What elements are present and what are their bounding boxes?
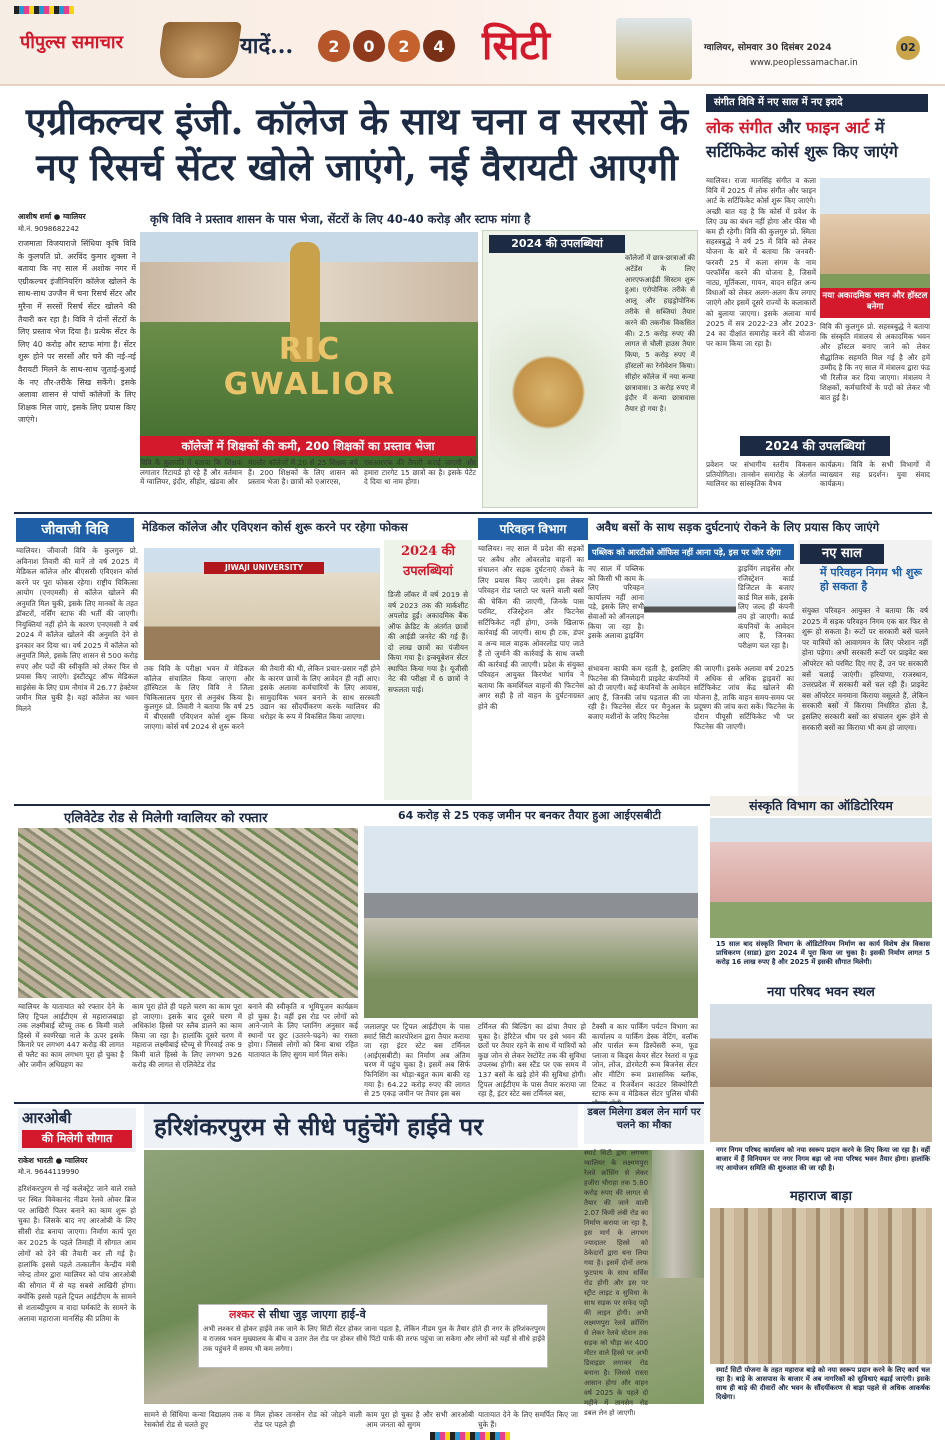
sangeet-achievements-left: प्रवेशन पर संभागीय स्तरीय विकसन प्रतियोगिता। तानसेन समारोह के अंतर्गत ग्वालियर का सांस्कृतिक वैभव [706, 460, 816, 489]
parivahan-col1: ग्वालियर। नए साल में प्रदेश की सड़कों पर अवैध और ओवरलोड वाहनों का संचालन और सड़क दुर्घटनाएं रोकने के लिए प्रयास किए जाएंगे। इस लेकर परिवहन रोड प्लाटो पर चलने वाली बसों की चेकिंग की जाएगी, जिनके पास परमिट, रजिस्ट्रेशन और फिटनेस सर्टिफिकेट नहीं होगा, उनके खिलाफ कार्रवाई की जाएगी। साथ ही टक, डंपर व अन्य माल वाहक ओवरलोड पाए जाते हैं तो जुर्माने की कार्रवाई के साथ जब्ती की कार्रवाई की जाएगी। प्रदेश के संयुक्त परिवहन आयुक्त किरणेश भार्गव ने बताया कि कमर्शियल वाहनों की फिटनेस अगर सही है तो वाहन के दुर्घटनाग्रस्त होने की [478, 544, 584, 711]
naya-saal-body: संयुक्त परिवहन आयुक्त ने बताया कि वर्ष 2025 में सड़क परिवहन निगम एक बार फिर से शुरू हो सकता है। रूटों पर सरकारी बसें चलने पर यात्रियों को आवागमन के लिए परेशान नहीं होना पड़ेगा। अभी सरकारी रूटों पर प्राइवेट बस ऑपरेटर को परमिट दिए गए हैं, उन पर सरकारी बसें चलाई जाएंगी। हरियाणा, राजस्थान, उत्तरप्रदेश में सरकारी बसें चल रही हैं। प्राइवेट बस ऑपरेटर मनमाना किराया वसूलते हैं, लेकिन सरकारी बसों में किराया निर्धारित होता है, इसलिए सरकारी बसों का संचालन शुरू होने से सरकारी बसों का किराया भी कम हो जाएगा। [802, 606, 928, 732]
parivahan-col3b: की जाएगी। इसके अलावा वर्ष 2025 में अधिक से अधिक ड्राइवरों का सर्टिफिकेट जांच केंद्र खोलने की योजना है, ताकि वाहन समय-समय पर प्रदूषण की जांच करा सकें। फिटनेस के दौरान पीयूसी सर्टिफिकेट भी पर फिटनेस की जाएगी। [694, 664, 794, 731]
sangeet-body-2: विवि की कुलगुरु प्रो. सहस्त्रबुद्धे ने बताया कि संस्कृति मंत्रालय से अकादमिक भवन और हॉस्टल बनाए जाने को लेकर सैद्धांतिक सहमति मिल गई है और हमें उम्मीद है कि नए साल में मंत्रालय द्वारा फंड भी रिलीज कर दिया जाएगा। मंत्रालय ने शिक्षकों, कर्मचारियों के पदों को लेकर भी बात हुई है। [820, 322, 930, 403]
lane-headline: डबल मिलेगा डबल लेन मार्ग पर चलने का मौका [584, 1104, 704, 1144]
headline-and: और [777, 118, 801, 137]
bus-photo [644, 566, 736, 628]
year-ball: 2 [318, 30, 350, 62]
headline-red-1: लोक संगीत [706, 118, 772, 137]
sangeet-photo-caption: नया अकादमिक भवन और हॉस्टल बनेगा [820, 288, 930, 318]
parivahan-label: परिवहन विभाग [478, 518, 588, 540]
rob-col-b: मिल होकर तानसेन रोड को जोड़ने वाली रोड पर पहले ही [254, 1410, 362, 1429]
jiwaji-achievements-title: 2024 की उपलब्धियां [400, 544, 456, 579]
year-ball: 2 [388, 30, 420, 62]
section-title: सिटी [482, 22, 550, 69]
headline-rest: में सर्टिफिकेट कोर्स शुरू किए जाएंगे [706, 118, 898, 161]
parishad-headline: नया परिषद भवन स्थल [767, 985, 875, 1000]
isbt-col1: जलालपुर पर ट्रिपल आईटीएम के पास स्मार्ट सिटी कारपोरेशन द्वारा तैयार कराया जा रहा इंटर स्टेट बस टर्मिनल (आईएसबीटी) का निर्माण अब अंतिम चरण में पहुंच चुका है। इसमें अब सिर्फ फिनिशिंग का थोड़ा-बहुत काम बाकी रह गया है। 64.22 करोड़ रुपए की लागत से 25 एकड़ जमीन पर तैयार इस बस [364, 1022, 470, 1099]
isbt-col2: टर्मिनल की बिल्डिंग का ढांचा तैयार हो चुका है। हेरिटेज थीम पर इसे भवन की छतों पर तैयार रहने के साथ में यात्रियों को कुछ जोन से लेकर रेस्टोरेंट तक की सुविधा उपलब्ध होगी। बस स्टैंड पर एक समय में 137 बसों के खड़े होने की सुविधा होगी। ट्रिपल आईटीएम के पास तैयार कराया जा रहा है, इंटर स्टेट बस टर्मिनल बस, [478, 1022, 586, 1099]
rob-col-a: सामने से सिंधिया कन्या विद्यालय तक व रेसकोर्स रोड से चलते हुए [144, 1410, 250, 1429]
rob-subbody: अभी लश्कर से होकर हाईवे तक जाने के लिए सिटी सेंटर होकर जाना पड़ता है, लेकिन नीडम पुल के तैयार होते ही नगर के हरिशंकरपुरम व राजस्व भवन मुख्यालय के बीच व उतार तेल रोड पर होकर सीधे पिंटो पार्क की तरफ पहुंचा जा सकेगा और लोगों को यहाँ से सीधे हाईवे तक पहुंचने में समय भी कम लगेगा। [203, 1325, 545, 1353]
rob-byline-name: राकेश भारती [18, 1156, 53, 1165]
jiwaji-label: जीवाजी विवि [16, 518, 134, 542]
book-illustration [156, 22, 242, 78]
elevated-aerial-photo [18, 828, 358, 998]
isbt-photo [364, 826, 698, 1018]
year-ball: 0 [353, 30, 385, 62]
naya-saal-sub: में परिवहन निगम भी शुरू हो सकता है [820, 566, 922, 593]
date-line: ग्वालियर, सोमवार 30 दिसंबर 2024 [704, 43, 832, 53]
rob-subheadline [229, 1307, 529, 1323]
naya-saal-label: नए साल [800, 544, 884, 564]
rob-label: आरओबी [22, 1109, 72, 1127]
auditorium-photo [710, 818, 932, 938]
year-ball: 4 [423, 30, 455, 62]
masthead-photo [616, 18, 692, 80]
sangeet-building-photo [820, 178, 930, 298]
paper-logo[interactable]: पीपुल्स समाचार [20, 32, 123, 53]
lead-photo-caption: कॉलेजों में शिक्षकों की कमी, 200 शिक्षकों का प्रस्ताव भेजा [140, 436, 476, 456]
parivahan-col3: ड्राइविंग लाइसेंस और रजिस्ट्रेशन कार्ड डिजिटल के बजाए कार्ड मिल सके, इसके लिए जल्द ही कंपनी तय हो जाएगी। कार्ड कंपनियों के आवेदन आए हैं, जिनका परीक्षण चल रहा है। [738, 564, 794, 650]
row-divider [14, 512, 932, 514]
lead-caption-col2: मंदसौर कॉलेजों में 20 से 25 शिक्षक बचे हैं। 200 शिक्षकों के लिए शासन को प्रस्ताव भेजा है। छात्रों को एआरएस, [248, 458, 358, 487]
page-number: 02 [896, 36, 920, 60]
bottom-registration-marks [430, 1432, 510, 1440]
lane-road-photo [652, 1150, 704, 1278]
rob-sub: की मिलेगी सौगात [22, 1130, 132, 1148]
rob-subheadline-rest: से सीधा जुड़ जाएगा हाई-वे [258, 1308, 366, 1321]
sangeet-headline [706, 116, 930, 170]
sangeet-achievements-title: 2024 की उपलब्धियां [740, 436, 890, 456]
parivahan-col2b: संभावना काफी कम रहती है, इसलिए फिटनेस की जिम्मेदारी प्राइवेट कंपनियों को दी जाएगी। कई कंपनियों के आवेदन आए हैं, जिनकी जांच पड़ताल की जा रही है। फिटनेस सेंटर पर मैनुअल के बजाए मशीनों के जरिए फिटनेस [588, 664, 690, 721]
rob-col-c: काम पूरा हो चुका है और सभी आरओबी आम जनता को सुगम [366, 1410, 474, 1429]
sangeet-achievements-right: कार्यक्रम। विवि के सभी विभागों में व्याख्यान सह प्रदर्शन। युवा संवाद कार्यक्रम। [820, 460, 930, 489]
jiwaji-sign: JIWAJI UNIVERSITY [204, 562, 324, 574]
byline-name: आशीष शर्मा [18, 212, 52, 221]
lead-caption-col3: एसआरएफ की तैयारी कराई जाएगी और हमारा टारगेट 15 छात्रों का है। इसके पेटेंट दे दिया था नाम होगा। [364, 458, 476, 487]
rob-subbox [198, 1304, 548, 1368]
headline-red-2: फाइन आर्ट [806, 118, 870, 137]
jiwaji-body: ग्वालियर। जीवाजी विवि के कुलगुरु प्रो. अविनाश तिवारी की मानें तो वर्ष 2025 में मेडिकल कॉलेज और बीएससी एविएशन कोर्स करने पर पूरा फोकस रहेगा। राष्ट्रीय चिकित्सा आयोग (एनएमसी) से कॉलेज खोलने की अनुमति मिल चुकी, इसके लिए मानकों के तहत डॉक्टरों, नर्सिंग स्टाफ की भर्ती की जाएगी। नियुक्तियां नहीं होने के कारण एनएमसी ने वर्ष 2024 में कॉलेज खोलने की अनुमति देने से इनकार कर दिया था। वर्ष 2025 में कॉलेज को अनुमति मिले, इसके लिए शासन से 500 करोड़ रुपए और पदों की स्वीकृति को लेकर फिर से प्रयास किए जाएंगे। इंस्टीट्यूट ऑफ मेडिकल साइंसेस के लिए ग्राम नौगांव में 26.77 हेक्टेयर जमीन मिल चुकी है। यहां कॉलेज का भवन मिलने [16, 546, 139, 713]
ric-gwalior-photo [140, 232, 478, 468]
year-balls [318, 18, 468, 74]
auditorium-caption: 15 साल बाद संस्कृति विभाग के ऑडिटोरियम निर्माण का कार्य विशेष क्षेत्र विकास प्राधिकरण (साडा) द्वारा 2024 में पूरा किया जा चुका है। इसकी निर्माण लागत 5 करोड़ 16 लाख रुपए है और 2025 में इसकी सौगात मिलेगी। [716, 940, 930, 966]
elevated-col3: बनाने की स्वीकृति व भूमिपूजन कार्यक्रम हो चुका है। वहीं इस रोड पर लोगों को आने-जाने के लिए प्लानिंग अनुसार कई स्थानों पर छुट (उतरने-चढ़ने) का रास्ता होगा। जिससे लोगों को बिना बाधा रहित यातायात के लिए सुगम मार्ग मिल सके। [248, 1002, 358, 1059]
rob-mobile: मो.न. 9644119990 [18, 1168, 80, 1176]
website[interactable]: www.peoplessamachar.in [750, 58, 858, 68]
lead-headline: एग्रीकल्चर इंजी. कॉलेज के साथ चना व सरसों के नए रिसर्च सेंटर खोले जाएंगे, नई वैरायटी आएगी [25, 99, 689, 189]
rob-byline-city: ग्वालियर [64, 1156, 88, 1165]
lead-subhead: कृषि विवि ने प्रस्ताव शासन के पास भेजा, सेंटरों के लिए 40-40 करोड़ और स्टाफ मांगा है [150, 212, 531, 226]
jiwaji-headline: मेडिकल कॉलेज और एविएशन कोर्स शुरू करने पर रहेगा फोकस [142, 520, 408, 534]
maharaj-caption: स्मार्ट सिटी योजना के तहत महाराज बाड़े को नया स्वरूप प्रदान करने के लिए कार्य चल रहा है। बाड़े के आसपास के बाजार में अब नागरिकों को सुविधाएं बढ़ाई जाएंगी। इसके साथ ही बाड़े की दीवारों और भवन के सौंदर्यीकरण से बाड़ा पहले से अधिक आकर्षक दिखेगा। [716, 1366, 930, 1401]
naya-saal-box [798, 540, 932, 800]
parishad-caption: नगर निगम परिषद कार्यालय को नया स्वरूप प्रदान करने के लिए किया जा रहा है। वहीं बाजार में हैं विनियमन पर नगर निगम बड़ा जो नया परिषद भवन तैयार होगा। हालांकि नए आयोजन समिति की शुरुआत की जा रही है। [716, 1146, 930, 1172]
lead-caption-col1: विवि के कुलपति ने बताया कि शिक्षक लगातार रिटायर्ड हो रहे हैं और वर्तमान में ग्वालियर, इंदौर, सीहोर, खंडवा और [140, 458, 242, 487]
parishad-photo [710, 1004, 932, 1142]
rob-col-d: यातायात देने के लिए समर्पित किए जा चुके हैं। [478, 1410, 578, 1429]
parivahan-bar: पब्लिक को आरटीओ ऑफिस नहीं आना पड़े, इस पर जोर रहेगा [588, 544, 794, 560]
ric-sign: RIC GWALIOR [223, 332, 397, 402]
rob-headline: हरिशंकरपुरम से सीधे पहुंचेंगे हाईवे पर [144, 1104, 578, 1148]
potato-illustration [489, 257, 621, 503]
lead-mobile: मो.नं. 9098682242 [18, 225, 80, 233]
lead-byline: आशीष शर्मा ● ग्वालियर [18, 212, 86, 221]
achievements-title: 2024 की उपलब्धियां [489, 235, 625, 253]
rob-byline: राकेश भारती ● ग्वालियर [18, 1156, 88, 1165]
lane-body: स्मार्ट सिटी द्वारा लगभग ग्वालियर के लक्ष्मणपुरा रेलवे क्रॉसिंग से लेकर हजीरा चौराहा तक 5.80 करोड़ रुपए की लागत से तैयार की जाने वाली 2.07 किमी लंबी रोड का निर्माण कराया जा रहा है, इस मार्ग के लगभग ज्यादातर हिस्से को ठेकेदारों द्वारा बना लिया गया है। इसमें दोनों तरफ फुटपाथ के साथ सर्विस रोड होगी और इस पर स्ट्रीट लाइट व सुविधा के साथ सड़क पर सफेद पट्टी की लाइन होगी। अभी लक्ष्मणपुरा रेलवे क्रॉसिंग से लेकर रेलवे स्टेशन तक सड़क को चौड़ा कर 400 मीटर वाले हिस्से पर अभी डिवाइडर लगाकर रोड बनाना है। जिससे रास्ता आसान होगा और वाहन वर्ष 2025 के पहले दो महीने में तानसेन रोड डबल लेन हो जाएगी। [584, 1149, 648, 1417]
isbt-col3: टैक्सी व कार पार्किंग पर्यटन विभाग का कार्यालय व पार्किंग डेस्क वेटिंग, वलॉक और पार्सल रूम डिस्पेंसरी रूम, फूड प्लाजा व किड्स केयर सेंटर रेस्तरां व फूड जोन, लोंज, डोरमेटरी रूम बिजनेस सेंटर और मीटिंग रूम प्रशासनिक ब्लॉक, टिकट व रिजर्वेशन काउंटर सिक्योरिटी स्टाफ रूम व मेडिकल सेंटर पुलिस चौकी [592, 1022, 698, 1099]
maharaj-photo [710, 1208, 932, 1364]
maharaj-headline: महाराज बाड़ा [789, 1189, 852, 1204]
byline-city: ग्वालियर [62, 212, 86, 221]
jiwaji-col3: की तैयारी की थी, लेकिन प्रचार-प्रसार नहीं होने के कारण छात्रों के लिए आवेदन ही नहीं आए। इसके अलावा कर्मचारियों के लिए आवास, सामुदायिक भवन बनाने के साथ सरस्वती उद्यान का सौंदर्यीकरण करके ग्वालियर की धरोहर के रूप में विकसित किया जाएगा। [260, 664, 380, 721]
isbt-headline: 64 करोड़ से 25 एकड़ जमीन पर बनकर तैयार हुआ आईएसबीटी [398, 809, 661, 822]
rob-subheadline-red: लश्कर [229, 1308, 255, 1321]
achievements-text: कॉलेजों में छात्र-छात्राओं की अटेंडेंस के लिए आरएफआईडी सिस्टम शुरू हुआ। एरोपोनिक तरीके से आलू और हाइड्रोपोनिक तरीके से सब्जियां तैयार करने की तकनीक विकसित की। 2.5 करोड़ रुपए की लागत से चौली हाउस तैयार किया, 5 करोड़ रुपए में हॉस्टलों का रेनोवेशन किया। सीहोर कॉलेज में नया कन्या छात्रावास। 3 करोड़ रुपए में इंदौर में कन्या छात्रावास तैयार हो गया है। [625, 254, 695, 414]
parivahan-col2: नए साल में पब्लिक को किसी भी काम के लिए परिवहन कार्यालय नहीं आना पड़े, इसके लिए सभी सेवाओं को ऑनलाइन किया जा रहा है। इसके अलावा ड्राइविंग [588, 564, 644, 641]
elevated-headline: एलिवेटेड रोड से मिलेगी ग्वालियर को रफ्तार [64, 811, 268, 826]
rob-label-box [18, 1108, 136, 1152]
jiwaji-col2: तक विवि के परीक्षा भवन में मेडिकल कॉलेज संचालित किया जाएगा और हॉस्पिटल के लिए विवि ने जिला चिकित्सालय मुरार से अनुबंध किया है। कुलगुरु प्रो. तिवारी ने बताया कि वर्ष 25 में बीएससी एविएशन कोर्स शुरू किया जाएगा। कोर्स वर्ष 2024 से शुरू करने [144, 664, 254, 731]
masthead [0, 0, 945, 86]
sangeet-body: ग्वालियर। राजा मानसिंह संगीत व कला विवि में 2025 में लोक संगीत और फाइन आर्ट के सर्टिफिकेट कोर्स शुरू किए जाएंगे। अच्छी बात यह है कि कोर्स में प्रवेश के लिए उम्र का बंधन नहीं होगा और फीस भी कम ही रहेगी। विवि की कुलगुरु प्रो. स्मिता सहस्त्रबुद्धे ने वर्ष 25 में विवि को लेकर योजना के बारे में बताया कि जनवरी-फरवरी 25 में कला संगम के नाम परफॉर्मेंस करने की योजना है, जिसमें नाट्य, मूर्तिकला, गायन, वादन सहित अन्य विधाओं को लेकर अलग-अलग कैंप लगाए जाएंगे और इसमें दूसरे राज्यों के कलाकारों को बुलाया जाएगा। इसके अलावा मार्च 2025 में सत्र 2022-23 और 2023-24 का दीक्षांत समारोह करने की योजना पर काम किया जा रहा है। [706, 176, 816, 349]
achievements-box [482, 230, 698, 508]
rob-body: हरिशंकरपुरम से नई कलेक्ट्रेट जाने वाले रास्ते पर स्थित विवेकानंद नीडम रेलवे ओवर ब्रिज पर आखिरी पिलर बनाने का काम शुरू हो चुका है। जिसके बाद नए आरओबी के लिए सीसी रोड बनाया जाएगा। निर्माण कार्य पूरा कर 2025 के पहले तिमाही में सौगात आम लोगों को देने की तैयारी कर ली गई है। हालांकि इससे पहले तत्कालीन केन्द्रीय मंत्री नरेन्द्र तोमर द्वारा ग्वालियर को पांच आरओबी की सौगात में से यह सबसे आखिरी होगा। क्योंकि इससे पहले ट्रिपल आईटीएम के सामने से शताब्दीपुरम व वादा घर्मकांटे के सामने के अलावा महाराजा मानसिंह की प्रतिमा के [18, 1184, 136, 1323]
elevated-col2: काम पूरा होते ही पहले चरण का काम पूरा हो जाएगा। इसके बाद दूसरे चरण में अधिकांश हिस्से पर स्लैब डालने का काम किया जा रहा है। हालांकि दूसरे चरण में महाराज लक्ष्मीबाई स्टैच्यू से गिरवाई तक 9 किमी वाले हिस्से के लिए लगभग 926 करोड़ की लागत से एलिवेटेड रोड [132, 1002, 242, 1069]
parivahan-headline: अवैध बसों के साथ सड़क दुर्घटनाएं रोकने के लिए प्रयास किए जाएंगे [596, 520, 880, 534]
elevated-col1: ग्वालियर के यातायात को रफ्तार देने के लिए ट्रिपल आईटीएम से महाराजबाड़ा तक लक्ष्मीबाई स्टैच्यू तक 6 किमी वाले हिस्से में स्वर्णरेखा नाले के ऊपर इसके किनारे पर लगभग 447 करोड़ की लागत से फ्लैट का काम लगभग पूरा हो चुका है और जमीन अधिग्रहण का [18, 1002, 124, 1069]
auditorium-headline: संस्कृति विभाग का ऑडिटोरियम [710, 796, 932, 816]
jiwaji-achievements-box [384, 540, 472, 800]
jiwaji-achievements-text: डिजी लॉकर में वर्ष 2019 से वर्ष 2023 तक की मार्कशीट अपलोड हुईं। अकादमिक बैंक ऑफ क्रेडिट के अंतर्गत छात्रों की आईडी जनरेट की गई हैं। दो लाख छात्रों का पंजीयन किया गया है। इन्क्यूबेशन सेंटर स्थापित किया गया है। यूजीसी नेट की परीक्षा में 6 छात्रों ने सफलता पाई। [388, 590, 468, 694]
registration-marks [14, 6, 74, 14]
yaadein-title: यादें... [240, 33, 294, 59]
lead-body: राजमाता विजयाराजे सिंधिया कृषि विवि के कुलपति प्रो. अरविंद कुमार शुक्ला ने बताया कि नए साल में अशोक नगर में एग्रीकल्चर इंजीनियरिंग कॉलेज खोलने के साथ-साथ उज्जैन में चना रिसर्च सेंटर और मुरैना में सरसों रिसर्च सेंटर खोलने की तैयारी कर रहा है। विवि ने दोनों सेंटरों के लिए प्रस्ताव भेज दिया है। प्रत्येक सेंटर के लिए 40 करोड़ और स्टाफ मांगा है। सेंटर शुरू होने पर सरसों और चने की नई-नई वैरायटी मिलने के साथ-साथ जुताई-बुआई के नए तौर-तरीके सिख सकेंगे। इसके अलावा शासन से पांचों कॉलेजों के लिए शिक्षक मिल जाएं, इसके लिए प्रयास किए जाएंगे। [18, 239, 136, 425]
jiwaji-photo [144, 548, 380, 660]
sangeet-kicker: संगीत विवि में नए साल में नए इरादे [706, 94, 928, 112]
